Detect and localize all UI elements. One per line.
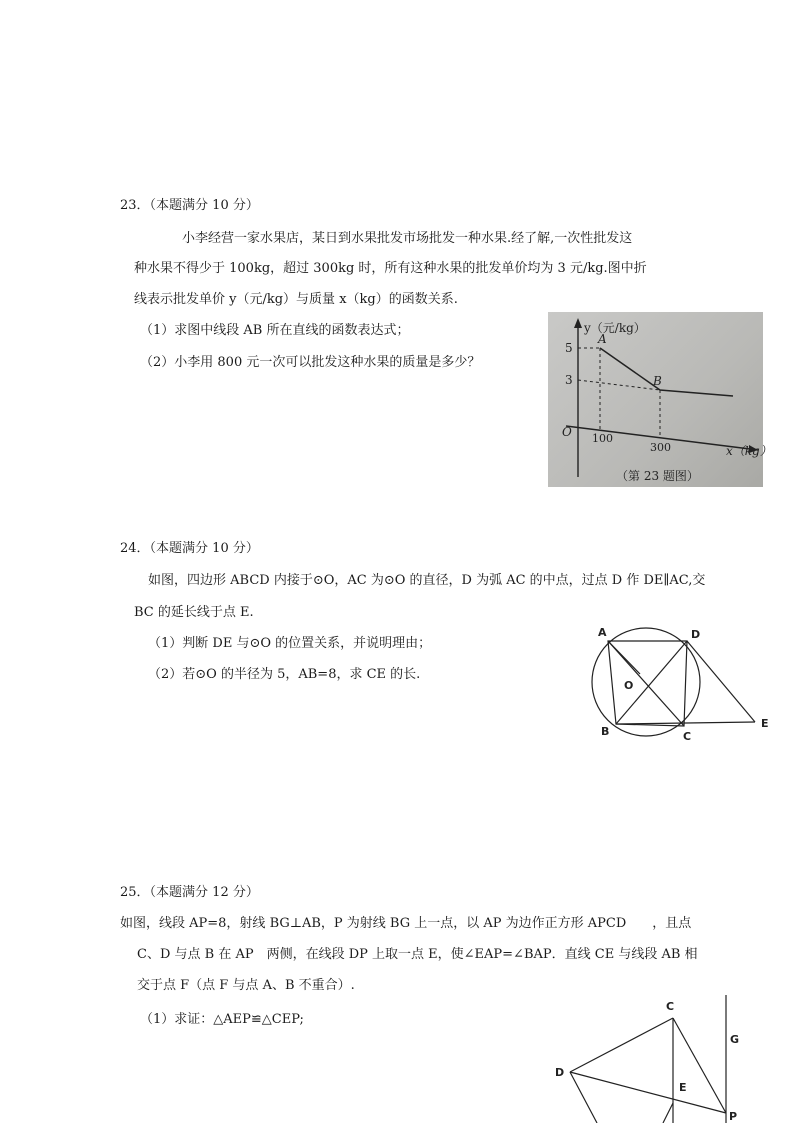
q25-part-1: （1）求证：△AEP≌△CEP; (140, 1012, 304, 1027)
diameter-ac (608, 641, 684, 726)
label-o: O (624, 679, 634, 692)
q24-paragraph-line-1: 如图，四边形 ABCD 内接于⊙O，AC 为⊙O 的直径，D 为弧 AC 的中点，过点 D 作 DE∥AC,交 (148, 573, 706, 588)
x-tick-100: 100 (592, 432, 613, 445)
q25-square-figure (545, 995, 760, 1123)
q23-paragraph-line-3: 线表示批发单价 y（元/kg）与质量 x（kg）的函数关系. (134, 292, 458, 307)
q25-paragraph-line-2: C、D 与点 B 在 AP 两侧，在线段 DP 上取一点 E，使∠EAP=∠BAP．直线 CE 与线段 AB 相 (137, 947, 698, 962)
label-a: A (598, 626, 607, 639)
q24-paragraph-line-2: BC 的延长线于点 E. (134, 605, 254, 620)
x-axis-label: x（kg） (726, 444, 772, 458)
label-d: D (555, 1066, 565, 1079)
segment-dp (570, 1072, 726, 1113)
q23-part-2: （2）小李用 800 元一次可以批发这种水果的质量是多少？ (140, 355, 481, 370)
figure-caption: （第 23 题图） (616, 469, 699, 483)
function-polyline (600, 348, 733, 396)
label-d: D (691, 628, 701, 641)
point-a-label: A (598, 332, 607, 346)
q25-header: 25．（本题满分 12 分） (120, 885, 259, 900)
segment-dc (570, 1018, 673, 1072)
q25-paragraph-line-3: 交于点 F（点 F 与点 A、B 不重合）. (137, 978, 355, 993)
q23-header: 23．（本题满分 10 分） (120, 198, 259, 213)
q23-figure-photo (548, 312, 772, 487)
label-p: P (729, 1110, 738, 1123)
segment-ao (608, 641, 640, 674)
label-g: G (730, 1033, 740, 1046)
segment-de (687, 641, 755, 722)
origin-label: O (562, 425, 572, 439)
x-tick-300: 300 (650, 441, 671, 454)
segment-cp (673, 1018, 726, 1113)
y-tick-5: 5 (565, 341, 573, 355)
q25-paragraph-line-1: 如图，线段 AP=8，射线 BG⊥AB，P 为射线 BG 上一点，以 AP 为边作正方形 APCD ，且点 (120, 916, 692, 931)
segment-da (570, 1072, 597, 1123)
label-b: B (601, 725, 610, 738)
q23-paragraph-line-1: 小李经营一家水果店，某日到水果批发市场批发一种水果.经了解,一次性批发这 (182, 231, 633, 246)
q23-function-graph (548, 312, 772, 487)
label-c: C (666, 1000, 675, 1013)
line-be (616, 722, 755, 724)
segment-ae (663, 1103, 673, 1123)
label-e: E (761, 717, 769, 730)
q23-part-1: （1）求图中线段 AB 所在直线的函数表达式； (140, 323, 410, 338)
label-e: E (679, 1081, 687, 1094)
point-b-label: B (653, 374, 662, 388)
q23-paragraph-line-2: 种水果不得少于 100kg，超过 300kg 时，所有这种水果的批发单价均为 3 元/kg.图中折 (134, 261, 647, 276)
q24-circle-figure (590, 620, 775, 745)
y-axis-arrow-icon (574, 318, 582, 328)
y-tick-3: 3 (565, 373, 573, 387)
label-c: C (683, 730, 692, 743)
q24-part-2: （2）若⊙O 的半径为 5，AB=8，求 CE 的长. (148, 667, 421, 682)
q24-part-1: （1）判断 DE 与⊙O 的位置关系，并说明理由； (148, 636, 432, 651)
q24-header: 24．（本题满分 10 分） (120, 541, 259, 556)
y-axis-label: y（元/kg） (584, 321, 646, 335)
